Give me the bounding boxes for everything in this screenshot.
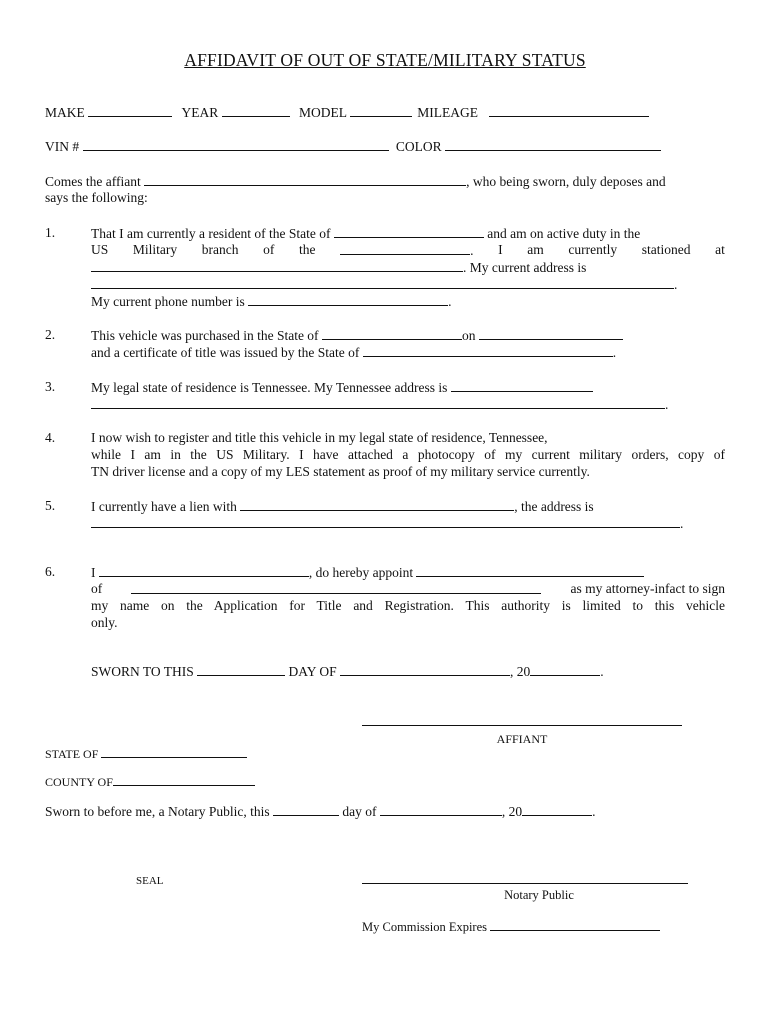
item-6-text-d: as my attorney-infact to sign <box>570 581 725 596</box>
item-6-text-c: of <box>91 581 103 596</box>
item-5-text-a: I currently have a lien with <box>91 499 237 514</box>
item-1-line-2 <box>91 242 725 259</box>
intro-text-2: , who being sworn, duly deposes and <box>466 174 666 189</box>
tennessee-address-field[interactable] <box>451 379 593 392</box>
item-6-text-a: I <box>91 565 96 580</box>
color-label: COLOR <box>395 139 442 154</box>
item-1-word: the <box>299 242 316 257</box>
notary-period: . <box>592 804 596 819</box>
model-label: MODEL <box>299 105 347 120</box>
item-2-line-1 <box>91 327 623 344</box>
state-of-line <box>45 745 247 762</box>
model-field[interactable] <box>350 104 412 117</box>
item-1-line-1 <box>91 225 640 242</box>
county-of-line <box>45 773 255 790</box>
notary-text-a: Sworn to before me, a Notary Public, this <box>45 804 270 819</box>
state-of-field[interactable] <box>101 745 247 758</box>
mileage-label: MILEAGE <box>417 105 478 120</box>
resident-state-field[interactable] <box>334 225 484 238</box>
item-1-word: am <box>527 242 544 257</box>
item-3-line-1 <box>91 379 593 396</box>
appointer-name-field[interactable] <box>99 564 309 577</box>
item-1-line-4 <box>91 276 677 293</box>
notary-text-c: , 20 <box>501 804 523 819</box>
item-3-line-2 <box>91 396 668 413</box>
sworn-line <box>91 663 604 680</box>
item-1-word: at <box>715 242 725 257</box>
item-1-text-a: That I am currently a resident of the State of <box>91 226 331 241</box>
make-label: MAKE <box>45 105 85 120</box>
item-4-line-1: I now wish to register and title this vehicle in my legal state of residence, Tennessee, <box>91 430 548 445</box>
current-address-field[interactable] <box>91 276 674 289</box>
item-6-line-2 <box>91 581 725 597</box>
item-1-period: . <box>470 243 474 258</box>
item-3-text-a: My legal state of residence is Tennessee. My Tennessee address is <box>91 380 448 395</box>
sworn-text-a: SWORN TO THIS <box>91 664 194 679</box>
item-2-period: . <box>612 345 617 360</box>
commission-line <box>362 918 660 935</box>
item-5-period: . <box>680 516 684 531</box>
item-2-text-a: This vehicle was purchased in the State of <box>91 328 319 343</box>
military-branch-field[interactable] <box>340 242 470 255</box>
lienholder-address-field[interactable] <box>91 515 680 528</box>
notary-year-field[interactable] <box>522 803 592 816</box>
item-1-line-5 <box>91 293 451 310</box>
vin-label: VIN # <box>45 139 80 154</box>
state-of-label: STATE OF <box>45 747 99 761</box>
affiant-label: AFFIANT <box>496 732 548 746</box>
item-1-word: of <box>263 242 275 257</box>
intro-line-1 <box>45 173 666 190</box>
notary-public-label: Notary Public <box>504 888 574 902</box>
purchase-date-field[interactable] <box>479 327 623 340</box>
notary-day-field[interactable] <box>273 803 339 816</box>
item-1-word: stationed <box>641 242 691 257</box>
seal-label: SEAL <box>136 875 164 887</box>
vin-field[interactable] <box>83 138 389 151</box>
intro-line-2: says the following: <box>45 190 148 205</box>
item-6-text-b: , do hereby appoint <box>308 565 414 580</box>
stationed-at-field[interactable] <box>91 259 463 272</box>
item-1-period: . <box>674 277 678 292</box>
year-label: YEAR <box>181 105 219 120</box>
item-1-line-3 <box>91 259 586 276</box>
vehicle-row-2 <box>45 138 661 155</box>
notary-signature-line[interactable] <box>362 883 688 884</box>
attorney-address-field[interactable] <box>131 581 541 594</box>
vehicle-row-1 <box>45 104 649 121</box>
county-of-field[interactable] <box>113 773 255 786</box>
affiant-signature-line[interactable] <box>362 725 682 726</box>
item-3-period: . <box>665 397 669 412</box>
item-3-number: 3. <box>45 379 56 394</box>
item-6-line-3: my name on the Application for Title and Registration. This authority is limited to this vehicle <box>91 598 725 613</box>
affiant-name-field[interactable] <box>144 173 466 186</box>
color-field[interactable] <box>445 138 661 151</box>
phone-number-field[interactable] <box>248 293 448 306</box>
item-4-line-2: while I am in the US Military. I have attached a photocopy of my current military orders, copy of <box>91 447 725 462</box>
purchase-state-field[interactable] <box>322 327 462 340</box>
item-2-text-b: on <box>461 328 476 343</box>
item-1-word: branch <box>201 242 239 257</box>
item-1-word: currently <box>568 242 618 257</box>
document-title: AFFIDAVIT OF OUT OF STATE/MILITARY STATUS <box>184 50 586 70</box>
sworn-period: . <box>600 664 604 679</box>
item-6-number: 6. <box>45 564 56 579</box>
mileage-field[interactable] <box>489 104 649 117</box>
commission-label: My Commission Expires <box>362 920 488 934</box>
item-1-text-f: My current phone number is <box>91 294 245 309</box>
item-6-line-4: only. <box>91 615 118 630</box>
item-1-word: Military <box>132 242 178 257</box>
item-5-text-b: , the address is <box>514 499 594 514</box>
commission-expires-field[interactable] <box>490 918 660 931</box>
attorney-name-field[interactable] <box>416 564 644 577</box>
sworn-month-field[interactable] <box>340 663 510 676</box>
make-field[interactable] <box>88 104 172 117</box>
year-field[interactable] <box>222 104 290 117</box>
tennessee-address-field-2[interactable] <box>91 396 665 409</box>
item-4-line-3: TN driver license and a copy of my LES statement as proof of my military service currently. <box>91 464 590 479</box>
item-6-line-1 <box>91 564 644 581</box>
title-state-field[interactable] <box>363 344 613 357</box>
sworn-day-field[interactable] <box>197 663 285 676</box>
notary-sworn-line <box>45 803 595 820</box>
item-5-number: 5. <box>45 498 56 513</box>
notary-month-field[interactable] <box>380 803 502 816</box>
sworn-text-b: DAY OF <box>288 664 337 679</box>
item-5-line-1 <box>91 498 594 515</box>
item-1-word: US <box>91 242 109 257</box>
sworn-year-field[interactable] <box>530 663 600 676</box>
sworn-text-c: , 20 <box>510 664 531 679</box>
intro-text-1: Comes the affiant <box>45 174 141 189</box>
item-1-text-b: and am on active duty in the <box>487 226 641 241</box>
item-1-word: I <box>498 242 503 257</box>
lienholder-field[interactable] <box>240 498 514 511</box>
county-of-label: COUNTY OF <box>45 775 113 789</box>
item-1-period: . <box>448 294 452 309</box>
item-5-line-2 <box>91 515 683 532</box>
item-1-number: 1. <box>45 225 56 240</box>
item-2-number: 2. <box>45 327 56 342</box>
item-1-text-d: . My current address is <box>463 260 587 275</box>
item-2-text-c: and a certificate of title was issued by the State of <box>91 345 360 360</box>
item-4-number: 4. <box>45 430 56 445</box>
item-2-line-2 <box>91 344 616 361</box>
notary-text-b: day of <box>342 804 377 819</box>
